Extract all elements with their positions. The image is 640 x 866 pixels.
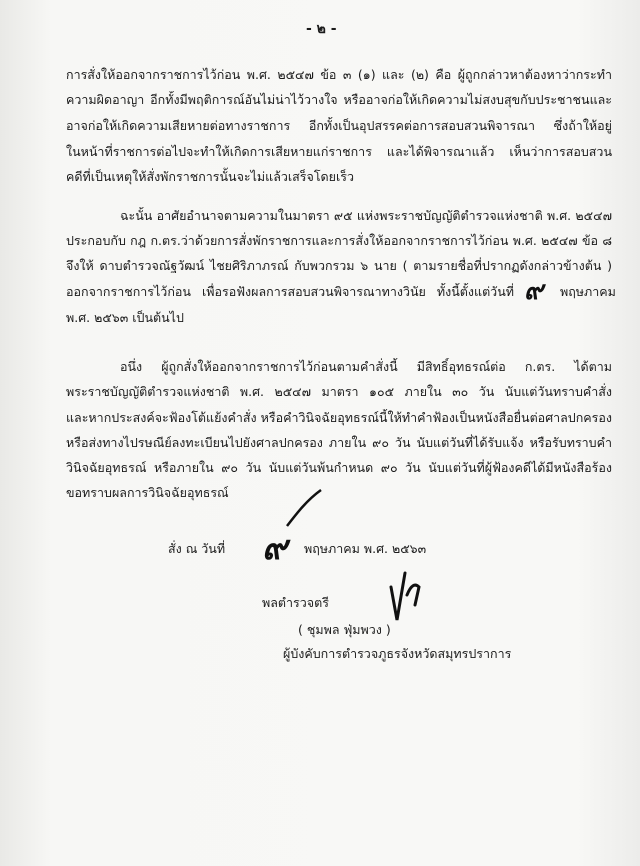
order-date-prefix: สั่ง ณ วันที่	[168, 541, 226, 556]
pen-stroke	[285, 488, 325, 528]
order-date-rest: พฤษภาคม พ.ศ. ๒๕๖๓	[304, 541, 427, 556]
paragraph1-line: อาจก่อให้เกิดความเสียหายต่อทางราชการ อีกทั้งเป็นอุปสรรคต่อการสอบสวนพิจารณา ซึ่งถ้าให้อยู่	[66, 118, 612, 133]
paragraph3-line: และหากประสงค์จะฟ้องโต้แย้งคำสั่ง หรือคำวินิจฉัยอุทธรณ์นี้ให้ทำคำฟ้องเป็นหนังสือยื่นต่อศาลปกครอง	[66, 410, 612, 425]
paragraph3-line: อนึ่ง ผู้ถูกสั่งให้ออกจากราชการไว้ก่อนตามคำสั่งนี้ มีสิทธิ์อุทธรณ์ต่อ ก.ตร. ได้ตาม	[120, 359, 612, 374]
paragraph1-line: คดีที่เป็นเหตุให้สั่งพักราชการนั้นจะไม่แล้วเสร็จโดยเร็ว	[66, 169, 354, 184]
handwritten-order-day: ๙	[262, 528, 287, 568]
paragraph3-line: พระราชบัญญัติตำรวจแห่งชาติ พ.ศ. ๒๕๔๗ มาตรา ๑๐๕ ภายใน ๓๐ วัน นับแต่วันทราบคำสั่ง	[66, 384, 612, 399]
paragraph1-line: ในหน้าที่ราชการต่อไปจะทำให้เกิดการเสียหายแก่ราชการ และได้พิจารณาแล้ว เห็นว่าการสอบสวน	[66, 144, 612, 159]
paragraph3-line: วินิจฉัยอุทธรณ์ หรือภายใน ๙๐ วัน นับแต่วันพ้นกำหนด ๙๐ วัน นับแต่วันที่ผู้ฟ้องคดีได้มีหนังสือร้อง	[66, 460, 612, 475]
paragraph2-line: ประกอบกับ กฎ ก.ตร.ว่าด้วยการสั่งพักราชการและการสั่งให้ออกจากราชการไว้ก่อน พ.ศ. ๒๕๔๗ ข้อ ๘	[66, 233, 612, 248]
page-number: - ๒ -	[306, 21, 337, 37]
paragraph2-line: จึงให้ ดาบตำรวจณัฐวัฒน์ ไชยศิริภาภรณ์ กับพวกรวม ๖ นาย ( ตามรายชื่อที่ปรากฏดังกล่าวข้างต้น )	[66, 258, 612, 273]
paragraph2-line: ฉะนั้น อาศัยอำนาจตามความในมาตรา ๙๕ แห่งพระราชบัญญัติตำรวจแห่งชาติ พ.ศ. ๒๕๔๗	[120, 208, 612, 223]
paragraph3-line: ขอทราบผลการวินิจฉัยอุทธรณ์	[66, 485, 229, 500]
signatory-rank: พลตำรวจตรี	[262, 595, 329, 610]
handwritten-day: ๙	[524, 276, 544, 306]
paragraph2-line: ออกจากราชการไว้ก่อน เพื่อรอฟังผลการสอบสวนพิจารณาทางวินัย ทั้งนี้ตั้งแต่วันที่	[66, 284, 514, 299]
signatory-name: ( ชุมพล ฟุ่มพวง )	[298, 622, 391, 637]
paragraph3-line: หรือส่งทางไปรษณีย์ลงทะเบียนไปยังศาลปกครอง ภายใน ๙๐ วัน นับแต่วันที่ได้รับแจ้ง หรือรับทราบคำ	[66, 435, 612, 450]
signatory-position: ผู้บังคับการตำรวจภูธรจังหวัดสมุทรปราการ	[283, 646, 512, 661]
paragraph2-line: พ.ศ. ๒๕๖๓ เป็นต้นไป	[66, 310, 184, 325]
handwritten-signature	[385, 565, 425, 625]
paragraph1-line: การสั่งให้ออกจากราชการไว้ก่อน พ.ศ. ๒๕๔๗ ข้อ ๓ (๑) และ (๒) คือ ผู้ถูกกล่าวหาต้องหาว่ากระทำ	[66, 67, 612, 82]
paragraph1-line: ความผิดอาญา อีกทั้งมีพฤติการณ์อันไม่น่าไว้วางใจ หรืออาจก่อให้เกิดความไม่สงบสุขกับประชาชนและ	[66, 92, 612, 107]
effective-month: พฤษภาคม	[560, 284, 616, 299]
